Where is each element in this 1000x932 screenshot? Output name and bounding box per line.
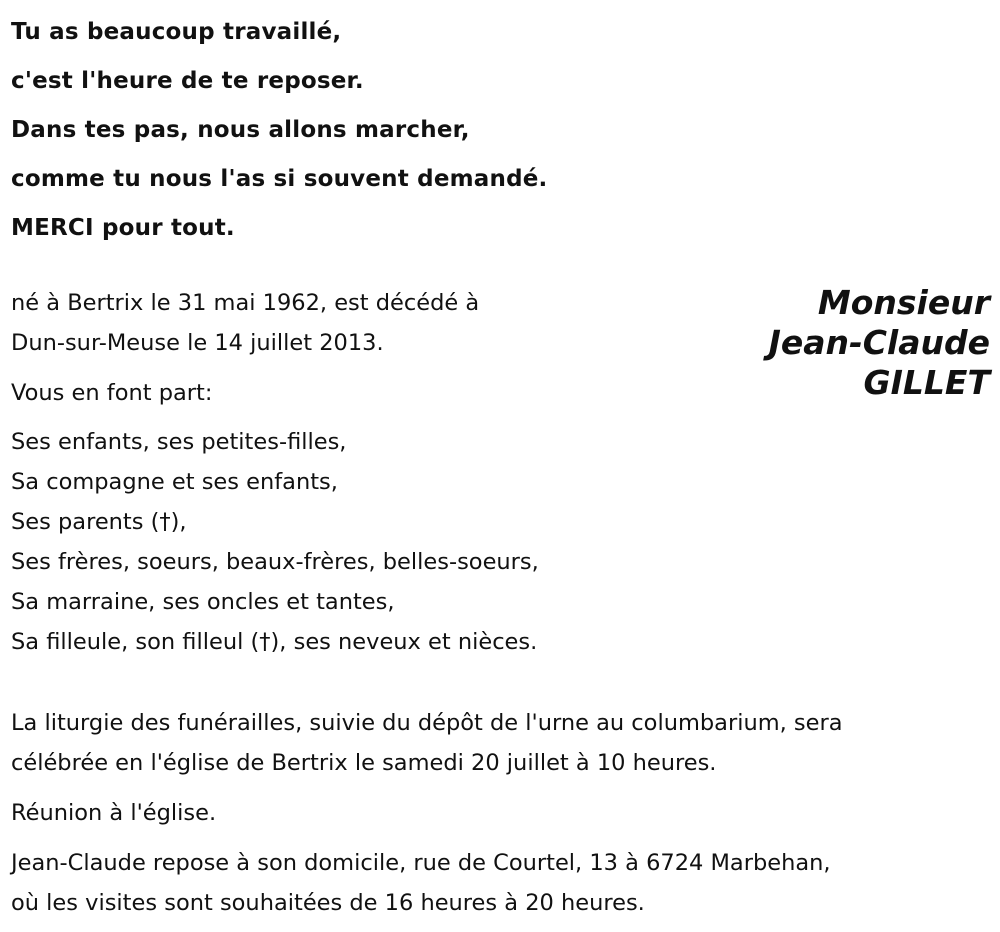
birth-death-text bbox=[11, 283, 479, 363]
family-list bbox=[11, 422, 539, 662]
family-line: Sa compagne et ses enfants, bbox=[11, 469, 338, 495]
poem-line: Dans tes pas, nous allons marcher, bbox=[11, 117, 470, 143]
deceased-first-name: Jean-Claude bbox=[768, 323, 990, 362]
liturgy-paragraph bbox=[11, 703, 843, 783]
liturgy-line: La liturgie des funérailles, suivie du dépôt de l'urne au columbarium, sera bbox=[11, 710, 843, 736]
deceased-title: Monsieur bbox=[817, 283, 990, 322]
birth-death-line: Dun-sur-Meuse le 14 juillet 2013. bbox=[11, 330, 384, 356]
liturgy-line: célébrée en l'église de Bertrix le samedi 20 juillet à 10 heures. bbox=[11, 750, 717, 776]
visits-line: où les visites sont souhaitées de 16 heures à 20 heures. bbox=[11, 890, 645, 916]
poem-line: Tu as beaucoup travaillé, bbox=[11, 19, 342, 45]
visits-paragraph bbox=[11, 843, 843, 923]
birth-death-line: né à Bertrix le 31 mai 1962, est décédé à bbox=[11, 290, 480, 316]
meeting-paragraph: Réunion à l'église. bbox=[11, 800, 217, 826]
family-line: Sa marraine, ses oncles et tantes, bbox=[11, 589, 395, 615]
poem-line: c'est l'heure de te reposer. bbox=[11, 68, 364, 94]
family-line: Ses parents (†), bbox=[11, 509, 187, 535]
funeral-info bbox=[11, 703, 843, 923]
family-line: Ses enfants, ses petites-filles, bbox=[11, 429, 347, 455]
family-line: Sa filleule, son filleul (†), ses neveux et nièces. bbox=[11, 629, 538, 655]
deceased-name bbox=[769, 283, 990, 403]
family-line: Ses frères, soeurs, beaux-frères, belles-soeurs, bbox=[11, 549, 539, 575]
visits-line: Jean-Claude repose à son domicile, rue de Courtel, 13 à 6724 Marbehan, bbox=[11, 850, 831, 876]
poem bbox=[11, 8, 731, 253]
announcement-intro: Vous en font part: bbox=[11, 380, 213, 406]
poem-line: comme tu nous l'as si souvent demandé. bbox=[11, 166, 548, 192]
poem-line: MERCI pour tout. bbox=[11, 215, 235, 241]
deceased-last-name: GILLET bbox=[863, 363, 990, 402]
